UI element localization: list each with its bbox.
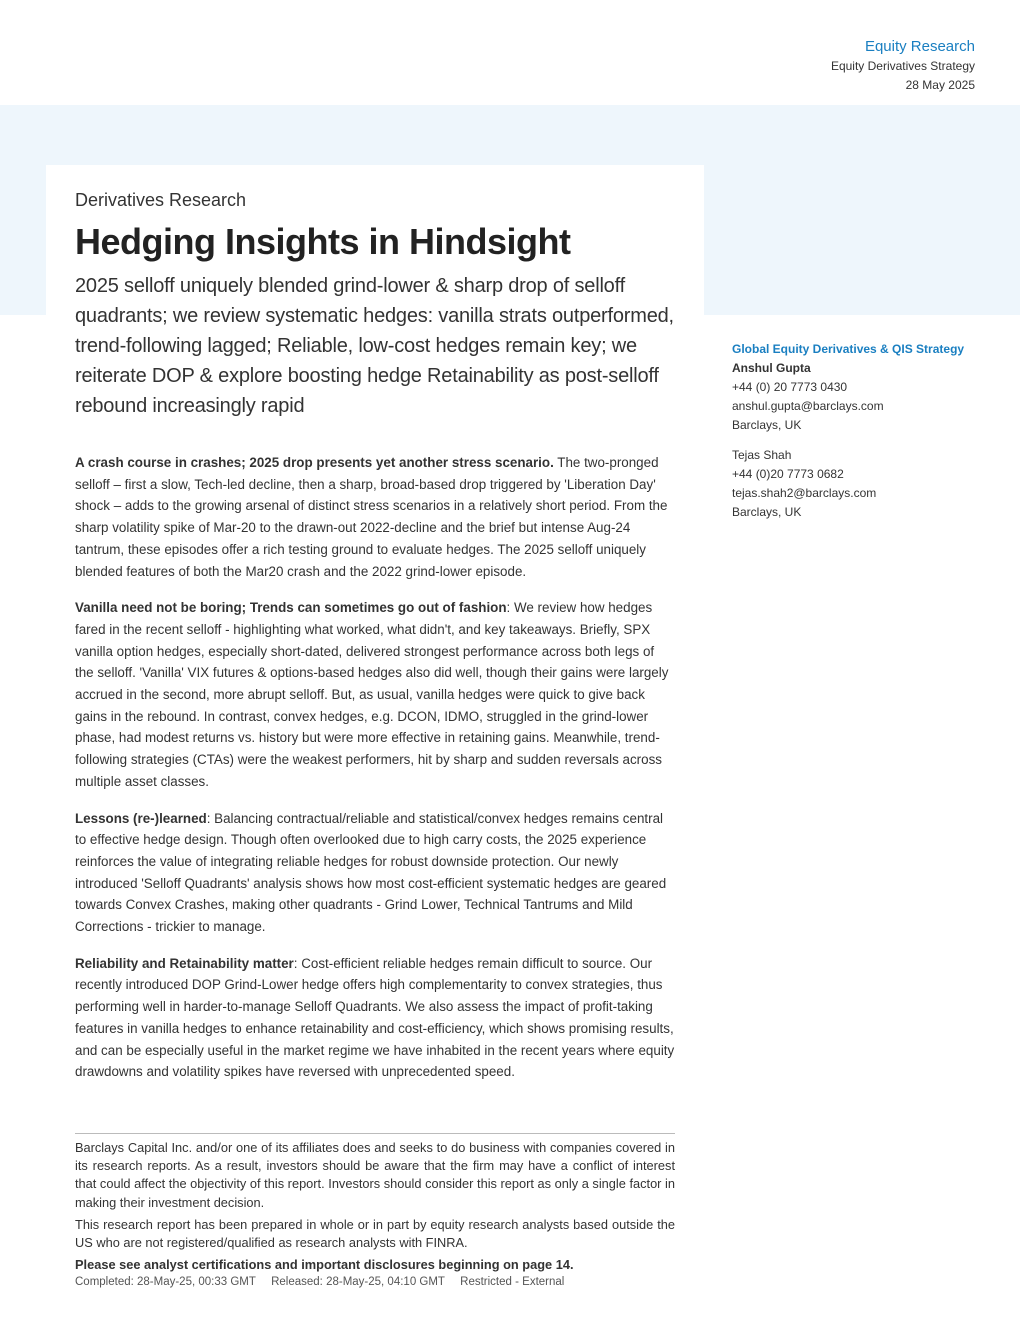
doc-title: Hedging Insights in Hindsight [75, 221, 571, 262]
report-header [831, 37, 975, 95]
paragraph-text: : Balancing contractual/reliable and statistical/convex hedges remains central to effective hedge design. Though often overlooked due to high carry costs, the 2025 experience reinforces the value of integrating reliable hedges for robust downside protection. Our newly introduced 'Selloff Quadrants' analysis shows how most cost-efficient systematic hedges are geared towards Convex Crashes, making other quadrants - Grind Lower, Technical Tantrums and Mild Corrections - trickier to manage. [75, 810, 667, 935]
paragraph-lead: Lessons (re-)learned [75, 810, 207, 826]
disclaimer-conflict: Barclays Capital Inc. and/or one of its affiliates does and seeks to do business with companies covered in its research reports. As a result, investors should be aware that the firm may have a conflict of interest that could affect the objectivity of this report. Investors should consider this report as only a single factor in making their investment decision. [75, 1140, 675, 1210]
released-timestamp: Released: 28-May-25, 04:10 GMT [271, 1276, 445, 1289]
paragraph-lead: A crash course in crashes; 2025 drop presents yet another stress scenario. [75, 455, 554, 470]
analyst-name: Anshul Gupta [732, 361, 811, 375]
analyst-sidebar [732, 340, 972, 522]
report-brand: Equity Research [864, 38, 975, 55]
analyst-group: Global Equity Derivatives & QIS Strategy [732, 342, 965, 356]
analyst-location: Barclays, UK [732, 505, 802, 519]
completed-timestamp: Completed: 28-May-25, 00:33 GMT [75, 1276, 256, 1289]
paragraph-text: The two-pronged selloff – first a slow, Tech-led decline, then a sharp, broad-based drop triggered by 'Liberation Day' shock – adds to the growing arsenal of distinct stress scenarios in a relatively short period. From the sharp volatility spike of Mar-20 to the drawn-out 2022-decline and the brief but intense Aug-24 tantrum, these episodes offer a rich testing ground to evaluate hedges. The 2025 selloff uniquely blended features of both the Mar20 crash and the 2022 grind-lower episode. [75, 455, 668, 579]
report-body [75, 452, 675, 1098]
analyst-email[interactable]: tejas.shah2@barclays.com [732, 486, 877, 500]
restriction-label: Restricted - External [460, 1276, 565, 1289]
paragraph-lead: Vanilla need not be boring; Trends can sometimes go out of fashion [75, 600, 507, 616]
title-card [46, 165, 704, 430]
report-section: Equity Derivatives Strategy [830, 59, 975, 73]
analyst-location: Barclays, UK [732, 418, 802, 432]
disclaimer [75, 1133, 675, 1290]
body-paragraph [75, 808, 675, 938]
report-timestamps [75, 1274, 675, 1290]
body-paragraph [75, 597, 675, 792]
body-paragraph [75, 452, 675, 582]
body-paragraph [75, 953, 675, 1083]
doc-subtitle: 2025 selloff uniquely blended grind-lower & sharp drop of selloff quadrants; we review systematic hedges: vanilla strats outperformed, trend-following lagged; Reliable, low-cost hedges remain key; we reiterate DOP & explore boosting hedge Retainability as post-selloff rebound increasingly rapid [75, 275, 674, 417]
analyst-phone: +44 (0) 20 7773 0430 [732, 380, 848, 394]
doc-kicker: Derivatives Research [75, 190, 247, 210]
report-date: 28 May 2025 [905, 78, 975, 92]
analyst-phone: +44 (0)20 7773 0682 [732, 467, 844, 481]
analyst-card [732, 359, 972, 435]
analyst-email[interactable]: anshul.gupta@barclays.com [732, 399, 884, 413]
paragraph-lead: Reliability and Retainability matter [75, 955, 294, 971]
paragraph-text: : We review how hedges fared in the recent selloff - highlighting what worked, what didn't, and key takeaways. Briefly, SPX vanilla option hedges, especially short-dated, delivered strongest performance across both legs of the selloff. 'Vanilla' VIX futures & options-based hedges also did well, though their gains were largely accrued in the second, more abrupt selloff. But, as usual, vanilla hedges were quick to give back gains in the rebound. In contrast, convex hedges, e.g. DCON, IDMO, struggled in the grind-lower phase, had modest returns vs. history but were more effective in retaining gains. Meanwhile, trend-following strategies (CTAs) were the weakest performers, hit by sharp and sudden reversals across multiple asset classes. [75, 600, 669, 789]
analyst-card [732, 446, 972, 522]
disclosures-notice: Please see analyst certifications and important disclosures beginning on page 14. [75, 1257, 574, 1273]
sidebar-spacer [732, 435, 972, 446]
disclaimer-finra: This research report has been prepared in whole or in part by equity research analysts based outside the US who are not registered/qualified as research analysts with FINRA. [75, 1216, 675, 1251]
paragraph-text: : Cost-efficient reliable hedges remain difficult to source. Our recently introduced DOP Grind-Lower hedge offers high complementarity to convex strategies, thus performing well in harder-to-manage Selloff Quadrants. We also assess the impact of profit-taking features in vanilla hedges to enhance retainability and cost-efficiency, which shows promising results, and can be especially useful in the market regime we have inhabited in the recent years where equity drawdowns and volatility spikes have reversed with unprecedented speed. [75, 955, 675, 1080]
analyst-name: Tejas Shah [732, 448, 792, 462]
